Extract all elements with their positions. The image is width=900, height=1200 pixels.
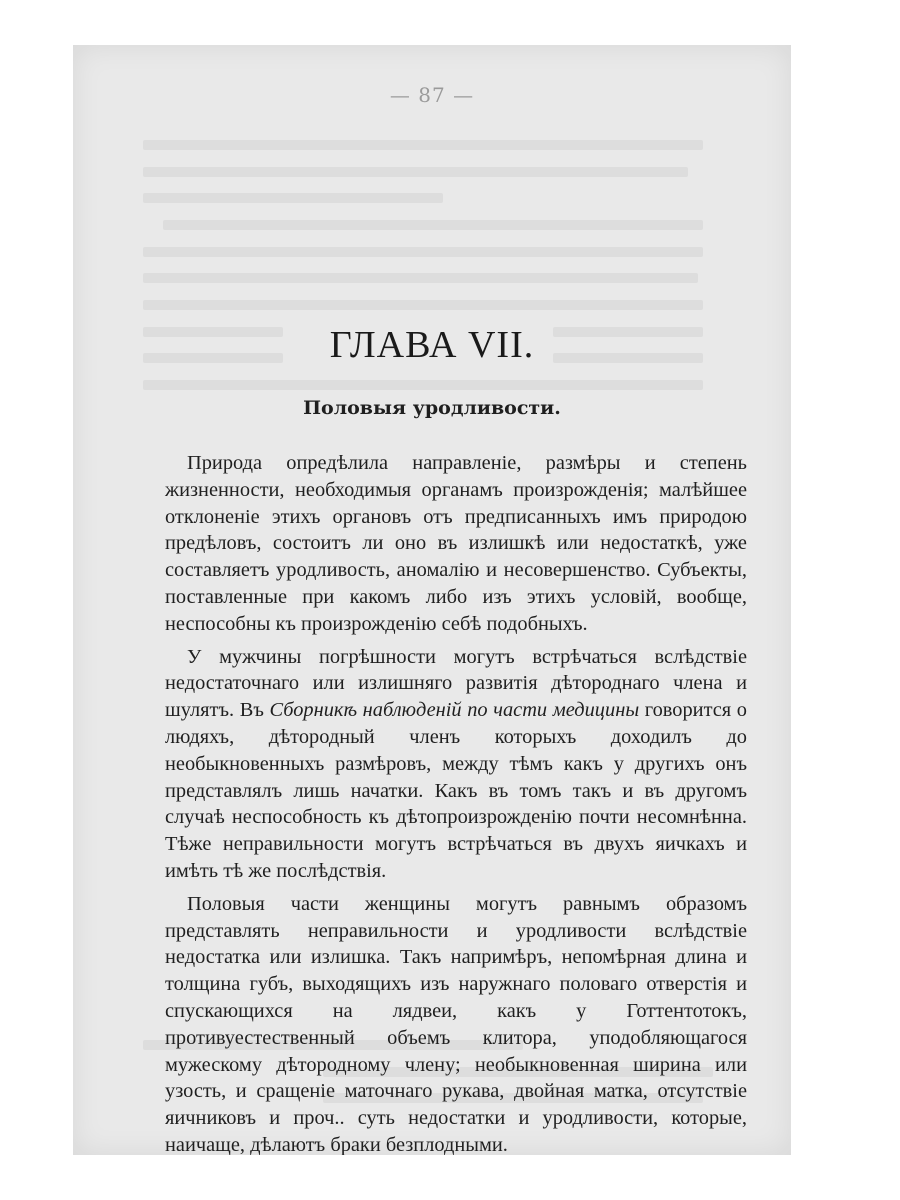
paragraph-2-start: У мужчины погрѣшности могутъ встрѣчаться вслѣдствіе недостаточнаго или излишняго развитія дѣтороднаго члена и шулятъ. Въ bbox=[165, 645, 747, 722]
paragraph-3: Половыя части женщины могутъ равнымъ образомъ представлять неправильности и уродливости вслѣдствіе недостатка или излишка. Такъ напримѣръ, непомѣрная длина и толщина губъ, выходящихъ изъ наружнаго половаго отверстія и спускающихся на лядвеи, какъ у Готтентотокъ, противуестественный объемъ клитора, уподобляющагося мужескому дѣтородному члену; необыкновенная ширина или узость, и сращеніе маточнаго рукава, двойная матка, отсутствіе яичниковъ и проч.. суть недостатки и уродливости, которые, наичаще, дѣлаютъ браки безплодными. bbox=[165, 892, 747, 1155]
body-text bbox=[165, 450, 747, 1155]
paragraph-1: Природа опредѣлила направленіе, размѣры и степень жизненности, необходимыя органамъ произрожденія; малѣйшее отклоненіе этихъ органовъ отъ предписанныхъ имъ природою предѣловъ, состоитъ ли оно въ излишкѣ или недостаткѣ, уже составляетъ уродливость, аномалію и несовершенство. Субъекты, поставленные при какомъ либо изъ этихъ условій, вообще, неспособны къ произрожденію себѣ подобныхъ. bbox=[165, 452, 747, 635]
page-number: — 87 — bbox=[389, 83, 475, 107]
book-page bbox=[73, 45, 791, 1155]
chapter-title: ГЛАВА VII. bbox=[329, 324, 535, 366]
paragraph-2 bbox=[165, 644, 747, 885]
source-title-italic: Сборникѣ наблюденій по части медицины bbox=[269, 699, 640, 722]
section-title: Половыя уродливости. bbox=[303, 397, 561, 419]
paragraph-2-end: говорится о людяхъ, дѣтородный членъ которыхъ доходилъ до необыкновенныхъ размѣровъ, между тѣмъ какъ у другихъ онъ представлялъ лишь начатки. Какъ въ томъ такъ и въ другомъ случаѣ неспособность къ дѣтопроизрожденію почти несомнѣнна. Тѣже неправильности могутъ встрѣчаться въ двухъ яичкахъ и имѣть тѣ же послѣдствія. bbox=[165, 699, 747, 882]
